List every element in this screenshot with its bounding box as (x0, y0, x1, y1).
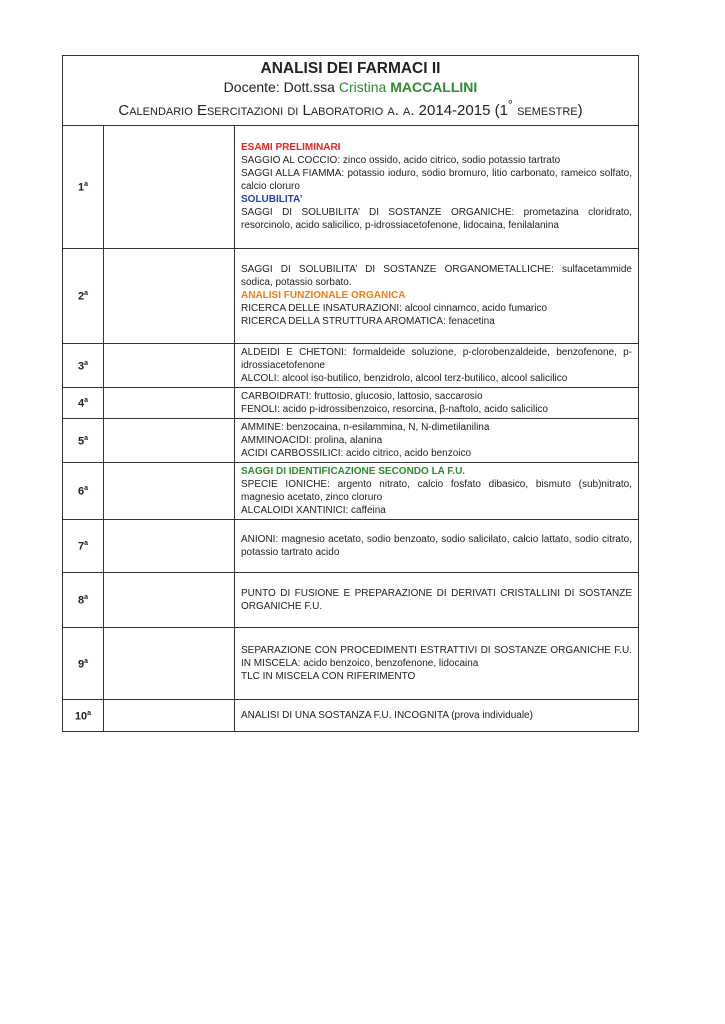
lesson-number-value: 1 (77, 182, 85, 195)
table-row (63, 126, 638, 248)
lesson-content (235, 248, 639, 343)
lesson-number-suffix: a (84, 594, 89, 602)
calendar-subtitle (63, 96, 638, 120)
calendar-subtitle-main: Calendario Esercitazioni di Laboratorio a. a. 2014-2015 (1 (118, 102, 508, 119)
date-cell (104, 572, 235, 627)
content-line: SAGGI ALLA FIAMMA: potassio ioduro, sodio bromuro, litio carbonato, rameico solfato, calcio cloruro (241, 168, 632, 193)
lesson-number (63, 387, 104, 418)
schedule-table (63, 126, 638, 731)
lesson-number (63, 343, 104, 387)
lesson-content (235, 572, 639, 627)
lesson-number-suffix: a (87, 709, 92, 717)
date-cell (104, 627, 235, 699)
content-line: SAGGIO AL COCCIO: zinco ossido, acido citrico, sodio potassio tartrato (241, 155, 561, 167)
table-row (63, 627, 638, 699)
lesson-number-value: 10 (74, 710, 88, 723)
content-line: SAGGI DI SOLUBILITA’ DI SOSTANZE ORGANOMETALLICHE: sulfacetammide sodica, potassio sorbato. (241, 264, 632, 288)
section-heading: SAGGI DI IDENTIFICAZIONE SECONDO LA F.U. (241, 465, 466, 477)
teacher-last-name: MACCALLINI (390, 79, 478, 95)
lesson-number-value: 3 (77, 360, 85, 373)
lesson-number (63, 627, 104, 699)
document-header (63, 56, 638, 126)
table-row (63, 418, 638, 462)
lesson-number-value: 6 (77, 485, 85, 498)
table-row (63, 462, 638, 519)
content-line: ACIDI CARBOSSILICI: acido citrico, acido benzoico (241, 447, 472, 459)
content-line: FENOLI: acido p-idrossibenzoico, resorcina, β-naftolo, acido salicilico (241, 403, 548, 415)
calendar-subtitle-tail: semestre) (512, 102, 583, 119)
lesson-number-suffix: a (84, 359, 89, 367)
lesson-content (235, 519, 639, 572)
lesson-number-suffix: a (84, 181, 89, 189)
lesson-number-value: 2 (77, 290, 85, 303)
lesson-number (63, 519, 104, 572)
lesson-number-value: 9 (77, 658, 85, 671)
content-line: PUNTO DI FUSIONE E PREPARAZIONE DI DERIVATI CRISTALLINI DI SOSTANZE ORGANICHE F.U. (241, 587, 632, 612)
lesson-content (235, 627, 639, 699)
lesson-number (63, 572, 104, 627)
section-heading: ESAMI PRELIMINARI (241, 142, 341, 154)
teacher-prefix: Docente: Dott.ssa (223, 79, 339, 95)
lesson-number-suffix: a (84, 397, 89, 405)
lesson-number-suffix: a (84, 485, 89, 493)
table-row (63, 343, 638, 387)
content-line: RICERCA DELLE INSATURAZIONI: alcool cinnamco, acido fumarico (241, 303, 548, 314)
content-line: ALDEIDI E CHETONI: formaldeide soluzione, p-clorobenzaldeide, benzofenone, p-idrossiacetofenone (241, 346, 632, 371)
section-heading: SOLUBILITA’ (241, 194, 303, 206)
content-line: SEPARAZIONE CON PROCEDIMENTI ESTRATTIVI DI SOSTANZE ORGANICHE F.U. IN MISCELA: acido benzoico, benzofenone, lidocaina (241, 644, 632, 669)
lesson-content (235, 387, 639, 418)
content-line: TLC IN MISCELA CON RIFERIMENTO (241, 670, 416, 682)
lesson-number-suffix: a (84, 540, 89, 548)
date-cell (104, 248, 235, 343)
content-line: AMMINE: benzocaina, n-esilammina, N, N-dimetilanilina (241, 421, 490, 433)
table-row (63, 699, 638, 731)
table-row (63, 572, 638, 627)
lesson-number (63, 126, 104, 248)
teacher-first-name: Cristina (338, 79, 391, 95)
date-cell (104, 126, 235, 248)
table-row (63, 248, 638, 343)
lesson-number (63, 248, 104, 343)
lesson-number-value: 4 (77, 397, 85, 410)
lesson-number (63, 462, 104, 519)
lesson-content (235, 462, 639, 519)
content-line: RICERCA DELLA STRUTTURA AROMATICA: fenacetina (241, 316, 495, 327)
date-cell (104, 699, 235, 731)
lesson-number (63, 699, 104, 731)
page-title: ANALISI DEI FARMACI II (260, 60, 441, 77)
section-heading: ANALISI FUNZIONALE ORGANICA (241, 290, 406, 301)
content-line: ANIONI: magnesio acetato, sodio benzoato, sodio salicilato, calcio lattato, sodio citrato, potassio tartrato acido (241, 533, 632, 558)
content-line: CARBOIDRATI: fruttosio, glucosio, lattosio, saccarosio (241, 390, 483, 402)
lesson-number-suffix: a (84, 657, 89, 665)
table-row (63, 387, 638, 418)
lesson-number-value: 7 (77, 540, 85, 553)
lesson-content (235, 699, 639, 731)
lesson-content (235, 343, 639, 387)
content-line: AMMINOACIDI: prolina, alanina (241, 434, 383, 446)
lesson-number-suffix: a (84, 434, 89, 442)
lesson-number-suffix: a (84, 290, 89, 298)
date-cell (104, 343, 235, 387)
table-row (63, 519, 638, 572)
calendar-degree: ° (507, 98, 513, 112)
content-line: ANALISI DI UNA SOSTANZA F.U. INCOGNITA (prova individuale) (241, 709, 533, 721)
document-frame (62, 55, 639, 732)
content-line: SPECIE IONICHE: argento nitrato, calcio fosfato dibasico, bismuto (sub)nitrato, magnesio acetato, zinco cloruro (241, 478, 632, 503)
lesson-content (235, 126, 639, 248)
date-cell (104, 387, 235, 418)
content-line: ALCALOIDI XANTINICI: caffeina (241, 504, 386, 516)
teacher-line (63, 78, 638, 96)
content-line: ALCOLI: alcool iso-butilico, benzidrolo, alcool terz-butilico, alcool salicilico (241, 372, 568, 384)
lesson-number-value: 5 (77, 435, 85, 448)
lesson-number (63, 418, 104, 462)
lesson-content (235, 418, 639, 462)
date-cell (104, 418, 235, 462)
date-cell (104, 519, 235, 572)
lesson-number-value: 8 (77, 594, 85, 607)
content-line: SAGGI DI SOLUBILITA’ DI SOSTANZE ORGANICHE: prometazina cloridrato, resorcinolo, acido salicilico, p-idrossiacetofenone, lidocaina, fenilalanina (241, 207, 632, 232)
date-cell (104, 462, 235, 519)
